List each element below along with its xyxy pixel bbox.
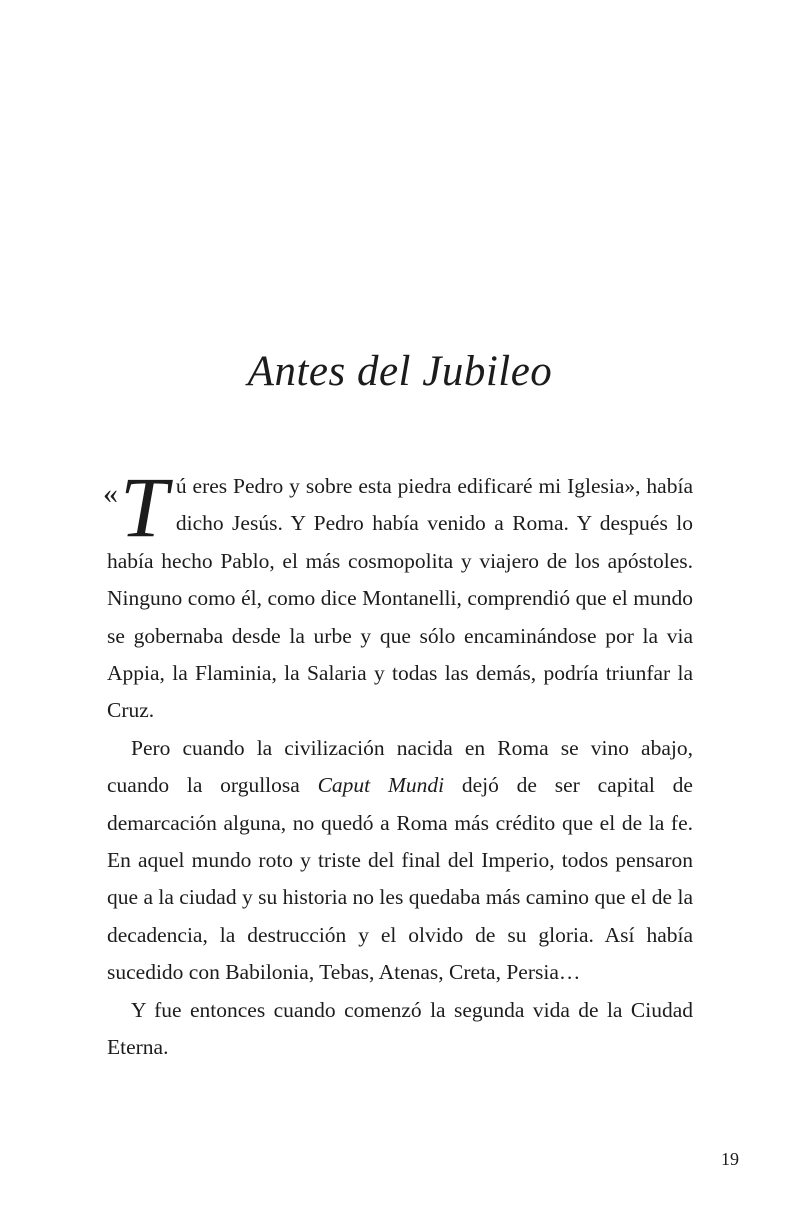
paragraph-1-text: ú eres Pedro y sobre esta piedra edificaré mi Iglesia», había dicho Jesús. Y Pedro había venido a Roma. Y después lo había hecho Pablo, el más cosmopolita y viajero de los apóstoles. Ninguno como él, como dice Montanelli, comprendió que el mundo se gobernaba desde la urbe y que sólo encaminándose por la via Appia, la Flaminia, la Salaria y todas las demás, podría triunfar la Cruz. xyxy=(107,474,693,723)
chapter-body xyxy=(103,459,693,1067)
page-number: 19 xyxy=(721,1149,739,1169)
opening-guillemet: « xyxy=(103,477,118,510)
paragraph-1 xyxy=(103,459,693,730)
paragraph-3-text: Y fue entonces cuando comenzó la segunda vida de la Ciudad Eterna. xyxy=(107,997,693,1060)
paragraph-2-italic-term: Caput Mundi xyxy=(317,773,445,798)
paragraph-3 xyxy=(107,992,693,1067)
chapter-title: Antes del Jubileo xyxy=(247,348,553,395)
paragraph-2-text-before: Pero cuando la civilización nacida en Roma se vino abajo, cuando la orgullosa xyxy=(107,735,693,798)
drop-cap: T xyxy=(120,459,168,555)
paragraph-2 xyxy=(107,730,693,992)
paragraph-2-text-after: dejó de ser capital de demarcación alguna, no quedó a Roma más crédito que el de la fe. En aquel mundo roto y triste del final del Imperio, todos pensaron que a la ciudad y su historia no les quedaba más camino que el de la decadencia, la destrucción y el olvido de su gloria. Así había sucedido con Babilonia, Tebas, Atenas, Creta, Persia… xyxy=(107,773,693,985)
